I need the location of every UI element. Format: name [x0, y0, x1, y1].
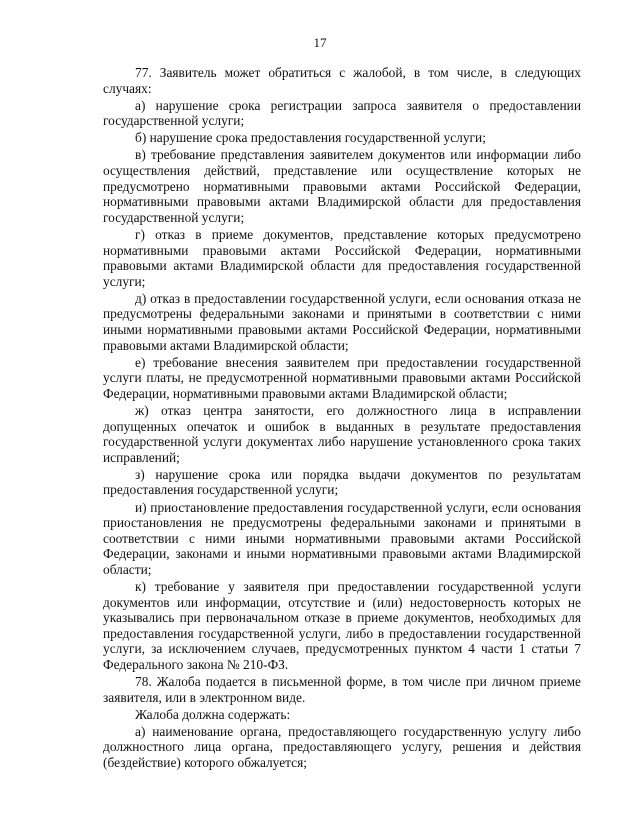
complaint-contents-intro: Жалоба должна содержать:	[135, 706, 291, 722]
list-item-v: в) требование представления заявителем документов или информации либо осуществления действий, представление или осуществление которых не предусмотрено нормативными правовыми актами Российской Федерации, нормативными правовыми актами Владимирской области для предоставления государственной услуги;	[103, 147, 581, 225]
list-item-b: б) нарушение срока предоставления государственной услуги;	[135, 130, 486, 146]
list-item-zh: ж) отказ центра занятости, его должностного лица в исправлении допущенных опечаток и ошибок в выданных в результате предоставления государственной услуги документах либо нарушение установленного срока таких исправлений;	[103, 402, 581, 465]
list-item-z: з) нарушение срока или порядка выдачи документов по результатам предоставления государственной услуги;	[103, 466, 581, 498]
list-item-k: к) требование у заявителя при предоставлении государственной услуги документов или информации, отсутствие и (или) недостоверность которых не указывались при первоначальном отказе в приеме документов, необходимых для предоставления государственной услуги, либо в предоставлении государственной услуги, за исключением случаев, предусмотренных пунктом 4 части 1 статьи 7 Федерального закона № 210-ФЗ.	[103, 579, 581, 672]
paragraph-78: 78. Жалоба подается в письменной форме, в том числе при личном приеме заявителя, или в электронном виде.	[103, 674, 581, 705]
list-item-a: а) нарушение срока регистрации запроса заявителя о предоставлении государственной услуги;	[103, 97, 581, 129]
list-item-i: и) приостановление предоставления государственной услуги, если основания приостановления не предусмотрены федеральными законами и принятыми в соответствии с ними иными нормативными правовыми актами Российской Федерации, законами и иными нормативными правовыми актами Владимирской области;	[103, 499, 581, 577]
list-item-d: д) отказ в предоставлении государственной услуги, если основания отказа не предусмотрены федеральными законами и принятыми в соответствии с ними иными нормативными правовыми актами Российской Федерации, нормативными правовыми актами Владимирской области;	[103, 290, 581, 353]
list-item-g: г) отказ в приеме документов, представление которых предусмотрено нормативными правовыми актами Российской Федерации, нормативными правовыми актами Владимирской области для предоставления государственной услуги;	[103, 226, 581, 289]
paragraph-77: 77. Заявитель может обратиться с жалобой, в том числе, в следующих случаях:	[103, 65, 581, 96]
document-body	[103, 65, 581, 772]
page-number: 17	[313, 35, 327, 50]
complaint-item-a: а) наименование органа, предоставляющего государственную услугу либо должностного лица органа, предоставляющего услугу, решения и действия (бездействие) которого обжалуется;	[103, 723, 581, 771]
list-item-e: е) требование внесения заявителем при предоставлении государственной услуги платы, не предусмотренной нормативными правовыми актами Российской Федерации, нормативными правовыми актами Владимирской области;	[103, 354, 581, 401]
